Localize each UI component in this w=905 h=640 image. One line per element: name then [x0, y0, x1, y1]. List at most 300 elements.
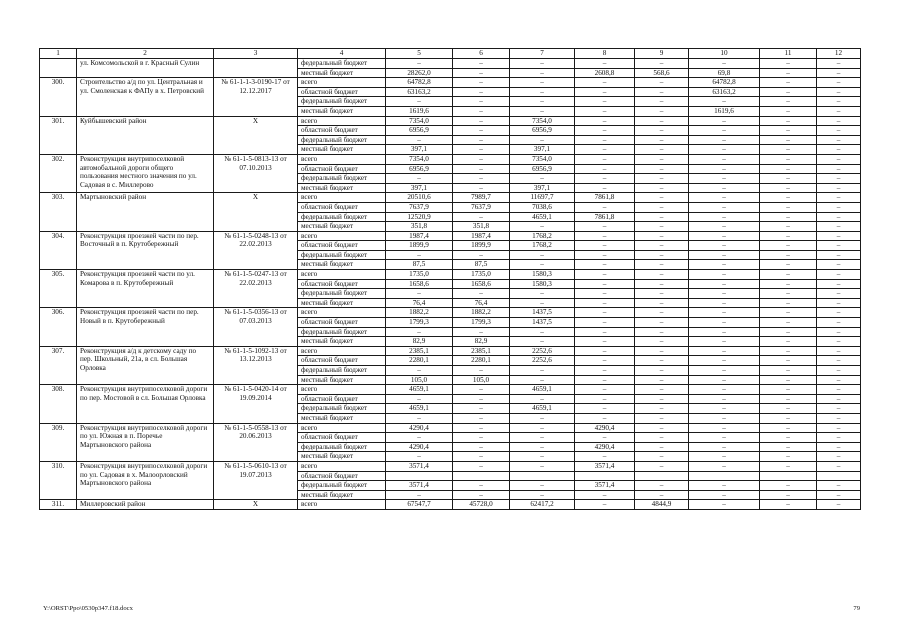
amount-line — [635, 376, 688, 385]
amount-line — [817, 165, 860, 175]
amount-line — [510, 500, 574, 509]
amount-line — [453, 174, 509, 184]
amount-line — [817, 222, 860, 231]
amount-line — [817, 78, 860, 88]
amount-line — [575, 155, 634, 165]
amount-value: – — [602, 87, 607, 96]
amount-line — [689, 356, 759, 366]
amount-value: – — [836, 318, 841, 327]
amount-value: 4659,1 — [532, 212, 552, 221]
funding-source-line — [298, 241, 385, 251]
amount-line — [453, 376, 509, 385]
amount-value: – — [836, 164, 841, 173]
funding-source-line — [298, 472, 385, 482]
amount-line — [575, 165, 634, 175]
funding-source-line — [298, 251, 385, 261]
amount-line — [510, 78, 574, 88]
amount-value: – — [659, 202, 664, 211]
amount-value: – — [786, 231, 790, 240]
amount-value: – — [836, 298, 841, 307]
amount-line — [760, 145, 816, 154]
project-doc-cell: № 61-1-5-0610-13 от 19.07.2013 — [214, 461, 298, 499]
amount-line — [386, 404, 452, 414]
project-doc-cell: № 61-1-5-1092-13 от 13.12.2013 — [214, 346, 298, 384]
amount-value: – — [540, 461, 544, 470]
funding-source-line — [298, 356, 385, 366]
amount-value: 62417,2 — [530, 500, 554, 509]
amount-value: – — [836, 59, 841, 67]
amount-cell — [510, 308, 575, 346]
amount-value: – — [786, 289, 790, 298]
amount-value: – — [786, 433, 790, 442]
amount-value: – — [836, 183, 841, 192]
amount-line — [453, 165, 509, 175]
amount-line — [635, 174, 688, 184]
amount-line — [386, 395, 452, 405]
funding-source-line — [298, 232, 385, 242]
amount-line — [817, 174, 860, 184]
amount-value: – — [722, 346, 726, 355]
project-doc-cell: № 61-1-1-3-0190-17 от 12.12.2017 — [214, 78, 298, 116]
amount-value: – — [479, 327, 483, 336]
amount-line — [386, 356, 452, 366]
funding-source-label: всего — [301, 346, 318, 355]
amount-value: – — [659, 116, 664, 125]
object-name-cell: Реконструкция внутрипоселковой дороги по пер. Мостовой в сл. Большая Орловка — [77, 385, 214, 423]
amount-line — [635, 97, 688, 107]
table-row — [40, 308, 861, 346]
amount-line — [510, 481, 574, 491]
funding-source-cell — [298, 308, 386, 346]
amount-value: – — [836, 87, 841, 96]
amount-line — [453, 107, 509, 116]
amount-value: – — [659, 212, 664, 221]
amount-value: – — [659, 126, 664, 135]
amount-cell — [635, 154, 689, 192]
amount-value: – — [722, 298, 726, 307]
funding-source-cell — [298, 423, 386, 461]
amount-cell — [635, 423, 689, 461]
amount-line — [575, 136, 634, 146]
amount-line — [635, 299, 688, 308]
amount-line — [510, 433, 574, 443]
amount-line — [689, 241, 759, 251]
amount-value: 397,1 — [533, 183, 551, 192]
amount-line — [760, 222, 816, 231]
amount-value: – — [659, 442, 664, 451]
amount-line — [817, 452, 860, 461]
amount-value: – — [602, 135, 607, 144]
amount-cell — [510, 423, 575, 461]
amount-value: – — [722, 289, 726, 298]
amount-value: – — [836, 279, 841, 288]
amount-value: – — [479, 164, 483, 173]
amount-value: – — [786, 59, 790, 67]
amount-line — [817, 260, 860, 269]
funding-source-label: областной бюджет — [301, 318, 358, 327]
funding-source-line — [298, 280, 385, 290]
amount-value: – — [786, 481, 790, 490]
amount-value: – — [786, 270, 790, 279]
amount-line — [575, 251, 634, 261]
funding-source-label: всего — [301, 308, 318, 317]
funding-source-label: местный бюджет — [301, 375, 354, 384]
funding-source-label: областной бюджет — [301, 279, 358, 288]
funding-source-label: всего — [301, 154, 318, 163]
object-name-cell: ул. Комсомольской в г. Красный Сулин — [77, 59, 214, 78]
funding-source-line — [298, 366, 385, 376]
funding-source-label: местный бюджет — [301, 183, 354, 192]
amount-value: – — [602, 452, 607, 461]
amount-line — [689, 385, 759, 395]
amount-value: – — [659, 318, 664, 327]
amount-value: 6956,9 — [532, 126, 552, 135]
amount-value: – — [786, 164, 790, 173]
amount-line — [453, 260, 509, 269]
amount-cell — [510, 78, 575, 116]
amount-line — [453, 356, 509, 366]
amount-value: 351,8 — [472, 222, 490, 231]
funding-source-label: местный бюджет — [301, 337, 354, 346]
amount-value: – — [659, 423, 664, 432]
amount-value: 3571,4 — [409, 461, 429, 470]
amount-value: 4290,4 — [409, 423, 429, 432]
amount-value: – — [836, 126, 841, 135]
amount-line — [386, 424, 452, 434]
amount-value: 3571,4 — [409, 481, 429, 490]
amount-value: – — [836, 423, 841, 432]
amount-line — [575, 414, 634, 423]
amount-line — [760, 472, 816, 482]
amount-value: – — [836, 145, 841, 154]
funding-source-cell — [298, 270, 386, 308]
amount-value: – — [540, 135, 544, 144]
amount-value: 1437,5 — [532, 308, 552, 317]
funding-source-line — [298, 165, 385, 175]
amount-line — [817, 145, 860, 154]
amount-cell — [689, 346, 760, 384]
amount-cell — [635, 461, 689, 499]
amount-value: 4659,1 — [409, 404, 429, 413]
amount-line — [510, 395, 574, 405]
amount-line — [817, 328, 860, 338]
amount-cell — [453, 385, 510, 423]
amount-value: – — [722, 154, 726, 163]
amount-value: – — [602, 145, 607, 154]
amount-cell — [689, 385, 760, 423]
amount-line — [635, 145, 688, 154]
amount-line — [689, 97, 759, 107]
project-doc-cell: № 61-1-5-0247-13 от 22.02.2013 — [214, 270, 298, 308]
amount-value: – — [540, 452, 544, 461]
amount-line — [453, 69, 509, 78]
amount-value: 7637,9 — [471, 202, 491, 211]
amount-line — [510, 404, 574, 414]
amount-line — [817, 491, 860, 500]
amount-line — [635, 222, 688, 231]
amount-cell — [689, 423, 760, 461]
amount-line — [689, 289, 759, 299]
amount-value: – — [540, 327, 544, 336]
amount-value: – — [786, 375, 790, 384]
amount-value: – — [479, 423, 483, 432]
amount-value: – — [836, 250, 841, 259]
amount-line — [689, 395, 759, 405]
amount-line — [689, 69, 759, 78]
amount-value: – — [836, 413, 841, 422]
amount-cell — [760, 78, 817, 116]
amount-cell — [635, 500, 689, 510]
amount-value: – — [659, 250, 664, 259]
amount-value: – — [602, 270, 607, 279]
funding-source-cell — [298, 193, 386, 231]
amount-line — [689, 443, 759, 453]
amount-line — [817, 270, 860, 280]
amount-cell — [817, 308, 861, 346]
table-body — [40, 49, 861, 510]
amount-value: – — [659, 337, 664, 346]
amount-line — [689, 117, 759, 127]
amount-value: – — [722, 481, 726, 490]
amount-value: – — [659, 327, 664, 336]
amount-line — [510, 385, 574, 395]
amount-value: – — [602, 222, 607, 231]
amount-value: – — [540, 481, 544, 490]
amount-value: – — [786, 202, 790, 211]
amount-value: – — [836, 375, 841, 384]
amount-value: – — [659, 174, 664, 183]
amount-value: – — [722, 423, 726, 432]
amount-value: – — [417, 490, 421, 499]
amount-value: – — [836, 433, 841, 442]
amount-line — [760, 491, 816, 500]
amount-value: – — [836, 270, 841, 279]
amount-line — [510, 452, 574, 461]
amount-line — [817, 472, 860, 482]
amount-value: – — [836, 308, 841, 317]
amount-cell — [575, 500, 635, 510]
amount-value: 568,6 — [653, 68, 670, 77]
amount-value: – — [722, 193, 726, 202]
amount-line — [635, 184, 688, 193]
funding-source-label: областной бюджет — [301, 202, 358, 211]
amount-value: – — [786, 250, 790, 259]
row-number-cell: 308. — [40, 385, 77, 423]
funding-source-line — [298, 289, 385, 299]
amount-value: – — [602, 116, 607, 125]
amount-value: – — [479, 250, 483, 259]
row-number-cell: 310. — [40, 461, 77, 499]
amount-line — [575, 424, 634, 434]
row-number-cell: 303. — [40, 193, 77, 231]
amount-line — [817, 424, 860, 434]
amount-line — [760, 452, 816, 461]
amount-line — [386, 203, 452, 213]
amount-line — [760, 59, 816, 69]
amount-value: – — [479, 366, 483, 374]
amount-line — [635, 452, 688, 461]
amount-line — [760, 184, 816, 193]
amount-line — [689, 414, 759, 423]
amount-value: – — [722, 164, 726, 173]
amount-cell — [760, 270, 817, 308]
amount-value: – — [659, 385, 664, 394]
amount-value: 4659,1 — [409, 385, 429, 394]
amount-line — [386, 452, 452, 461]
amount-line — [510, 184, 574, 193]
funding-source-label: областной бюджет — [301, 126, 358, 135]
amount-cell — [760, 193, 817, 231]
amount-value: – — [722, 442, 726, 451]
amount-value: – — [602, 490, 607, 499]
amount-line — [453, 78, 509, 88]
amount-line — [510, 165, 574, 175]
amount-value: 1580,3 — [532, 279, 552, 288]
amount-line — [689, 328, 759, 338]
funding-source-label: областной бюджет — [301, 164, 358, 173]
amount-line — [760, 462, 816, 472]
amount-line — [575, 241, 634, 251]
amount-value: 1437,5 — [532, 318, 552, 327]
file-path-footer: Y:\ORST\Ppo\0530p347.f18.docx — [43, 605, 133, 612]
amount-line — [453, 299, 509, 308]
funding-source-line — [298, 299, 385, 308]
amount-line — [510, 193, 574, 203]
amount-value: – — [602, 231, 607, 240]
amount-value: – — [479, 78, 483, 87]
amount-value: – — [722, 270, 726, 279]
amount-value: 7038,6 — [532, 202, 552, 211]
amount-cell — [575, 461, 635, 499]
table-row — [40, 346, 861, 384]
amount-value: – — [540, 87, 544, 96]
amount-value: – — [602, 279, 607, 288]
object-name-cell: Миллеровский район — [77, 500, 214, 510]
amount-value: – — [786, 174, 790, 183]
funding-source-cell — [298, 500, 386, 510]
amount-value: – — [722, 308, 726, 317]
amount-line — [386, 462, 452, 472]
amount-value: – — [786, 241, 790, 250]
amount-value: 2608,8 — [594, 68, 615, 77]
amount-value: – — [602, 97, 607, 106]
amount-line — [510, 376, 574, 385]
amount-line — [817, 107, 860, 116]
amount-value: – — [722, 231, 726, 240]
amount-value: 1987,4 — [471, 231, 491, 240]
amount-line — [760, 347, 816, 357]
amount-cell — [689, 193, 760, 231]
amount-value: – — [479, 106, 483, 115]
amount-cell — [760, 423, 817, 461]
amount-line — [689, 251, 759, 261]
amount-cell — [689, 461, 760, 499]
amount-value: – — [659, 346, 664, 355]
amount-value: 7989,7 — [471, 193, 491, 202]
amount-cell — [817, 193, 861, 231]
amount-value: – — [479, 394, 483, 403]
funding-source-line — [298, 69, 385, 78]
amount-value: – — [836, 404, 841, 413]
amount-value: – — [479, 97, 483, 106]
amount-value: – — [479, 145, 483, 154]
amount-value: – — [479, 490, 483, 499]
amount-line — [510, 145, 574, 154]
amount-value: – — [479, 126, 483, 135]
amount-line — [817, 481, 860, 491]
amount-value: 64782,8 — [407, 78, 431, 87]
amount-line — [689, 107, 759, 116]
amount-line — [510, 155, 574, 165]
funding-source-line — [298, 97, 385, 107]
amount-line — [689, 318, 759, 328]
amount-line — [575, 481, 634, 491]
amount-cell — [453, 231, 510, 269]
amount-value: – — [722, 385, 726, 394]
object-name-cell: Строительство а/д по ул. Центральная и ул. Смоленская к ФАПу в х. Петровский — [77, 78, 214, 116]
amount-value: – — [602, 289, 607, 298]
amount-cell — [510, 461, 575, 499]
amount-line — [817, 347, 860, 357]
amount-value: – — [836, 135, 841, 144]
budget-table-sheet — [39, 48, 861, 510]
amount-cell — [817, 59, 861, 78]
amount-line — [635, 366, 688, 376]
funding-source-label: федеральный бюджет — [301, 135, 368, 144]
amount-cell — [453, 270, 510, 308]
amount-value: 2385,1 — [409, 346, 429, 355]
amount-line — [635, 289, 688, 299]
funding-source-line — [298, 78, 385, 88]
amount-cell — [760, 385, 817, 423]
column-number-cell: 10 — [689, 49, 760, 59]
amount-cell — [817, 385, 861, 423]
amount-cell — [386, 231, 453, 269]
amount-line — [760, 404, 816, 414]
amount-value: – — [836, 241, 841, 250]
amount-value: 7637,9 — [409, 202, 429, 211]
amount-value: – — [786, 279, 790, 288]
amount-value: – — [786, 87, 790, 96]
amount-value: 45728,0 — [469, 500, 493, 509]
amount-value: – — [786, 126, 790, 135]
amount-value: – — [659, 490, 664, 499]
amount-value: – — [836, 452, 841, 461]
amount-value: – — [836, 154, 841, 163]
amount-value: – — [659, 222, 664, 231]
amount-line — [453, 443, 509, 453]
row-number-cell: 309. — [40, 423, 77, 461]
amount-line — [386, 308, 452, 318]
amount-line — [817, 241, 860, 251]
amount-line — [386, 69, 452, 78]
table-row — [40, 461, 861, 499]
object-name-cell: Мартыновский район — [77, 193, 214, 231]
amount-value: – — [602, 385, 607, 394]
funding-source-label: областной бюджет — [301, 241, 358, 250]
amount-value: – — [479, 212, 483, 221]
amount-line — [575, 222, 634, 231]
column-number-cell: 9 — [635, 49, 689, 59]
amount-value: – — [722, 279, 726, 288]
amount-value: – — [479, 404, 483, 413]
amount-line — [635, 414, 688, 423]
amount-value: – — [836, 366, 841, 374]
amount-value: – — [722, 394, 726, 403]
amount-value: – — [786, 106, 790, 115]
amount-value: – — [722, 404, 726, 413]
amount-line — [689, 299, 759, 308]
